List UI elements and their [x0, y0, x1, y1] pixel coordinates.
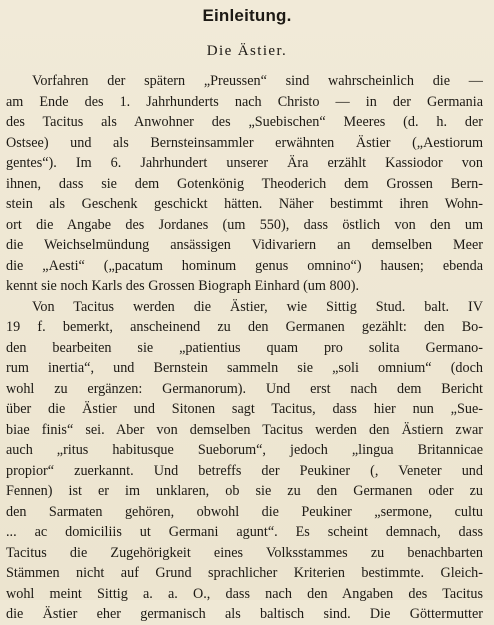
text-line: des Tacitus als Anwohner des „Suebischen“ Meeres (d. h. der: [6, 114, 483, 130]
text-line: Stämmen nicht auf Grund sprachlicher Kriterien bestimmte. Gleich-: [6, 565, 483, 581]
text-line: 19 f. bemerkt, anscheinend zu den Germanen gezählt: den Bo-: [6, 319, 483, 335]
text-line: Tacitus die Zugehörigkeit eines Volksstammes zu benachbarten: [6, 544, 483, 561]
text-line: ort die Angabe des Jordanes (um 550), dass östlich von den um: [6, 216, 483, 233]
text-line: den bearbeiten sie „patientius quam pro solita Germano-: [6, 339, 483, 356]
text-line: ihnen, dass sie dem Gotenkönig Theoderich dem Grossen Bern-: [6, 175, 483, 192]
text-line: biae finis“ sei. Aber von demselben Tacitus werden den Ästiern zwar: [6, 421, 483, 438]
page-heading: Einleitung.: [202, 6, 292, 25]
text-line: Fennen) ist er im unklaren, ob sie zu den Germanen oder zu: [6, 483, 483, 499]
text-line: wohl meint Sittig a. a. O., dass nach den Angaben des Tacitus: [6, 585, 483, 602]
text-line: Ostsee) und als Bernsteinsammler erwähnten Ästier („Aestiorum: [6, 134, 483, 151]
body-text: [6, 71, 483, 625]
text-line: gentes“). Im 6. Jahrhundert unserer Ära erzählt Kassiodor von: [6, 155, 483, 171]
section-title: Die Ästier.: [206, 43, 288, 59]
text-line: Von Tacitus werden die Ästier, wie Sittig Stud. balt. IV: [32, 298, 483, 315]
text-line: über die Ästier und Sitonen sagt Tacitus, dass hier nun „Sue-: [6, 401, 483, 417]
text-line: die Weichselmündung ansässigen Vidivariern an demselben Meer: [6, 237, 483, 253]
text-line: Vorfahren der spätern „Preussen“ sind wahrscheinlich die —: [32, 73, 483, 89]
text-line: wohl zu ergänzen: Germanorum). Und erst nach dem Bericht: [6, 380, 483, 397]
text-line: am Ende des 1. Jahrhunderts nach Christo — in der Germania: [6, 93, 483, 110]
text-line: auch „ritus habitusque Sueborum“, jedoch „lingua Britannicae: [6, 442, 483, 458]
text-line: stein als Geschenk geschickt hätten. Näher bestimmt ihren Wohn-: [6, 196, 483, 212]
text-line: die Ästier eher germanisch als baltisch sind. Die Göttermutter: [6, 606, 483, 622]
text-line: ... ac domiciliis ut Germani agunt“. Es scheint demnach, dass: [6, 524, 483, 540]
text-line: den Sarmaten gehören, obwohl die Peukiner „sermone, cultu: [6, 503, 483, 520]
text-line: kennt sie noch Karls des Grossen Biograph Einhard (um 800).: [6, 278, 360, 294]
text-line: die „Aesti“ („pacatum hominum genus omnino“) hausen; ebenda: [6, 257, 483, 274]
text-line: propior“ zuerkannt. Und betreffs der Peukiner (, Veneter und: [6, 462, 483, 479]
text-line: rum inertia“, und Bernstein sammeln sie „soli omnium“ (doch: [6, 360, 483, 376]
